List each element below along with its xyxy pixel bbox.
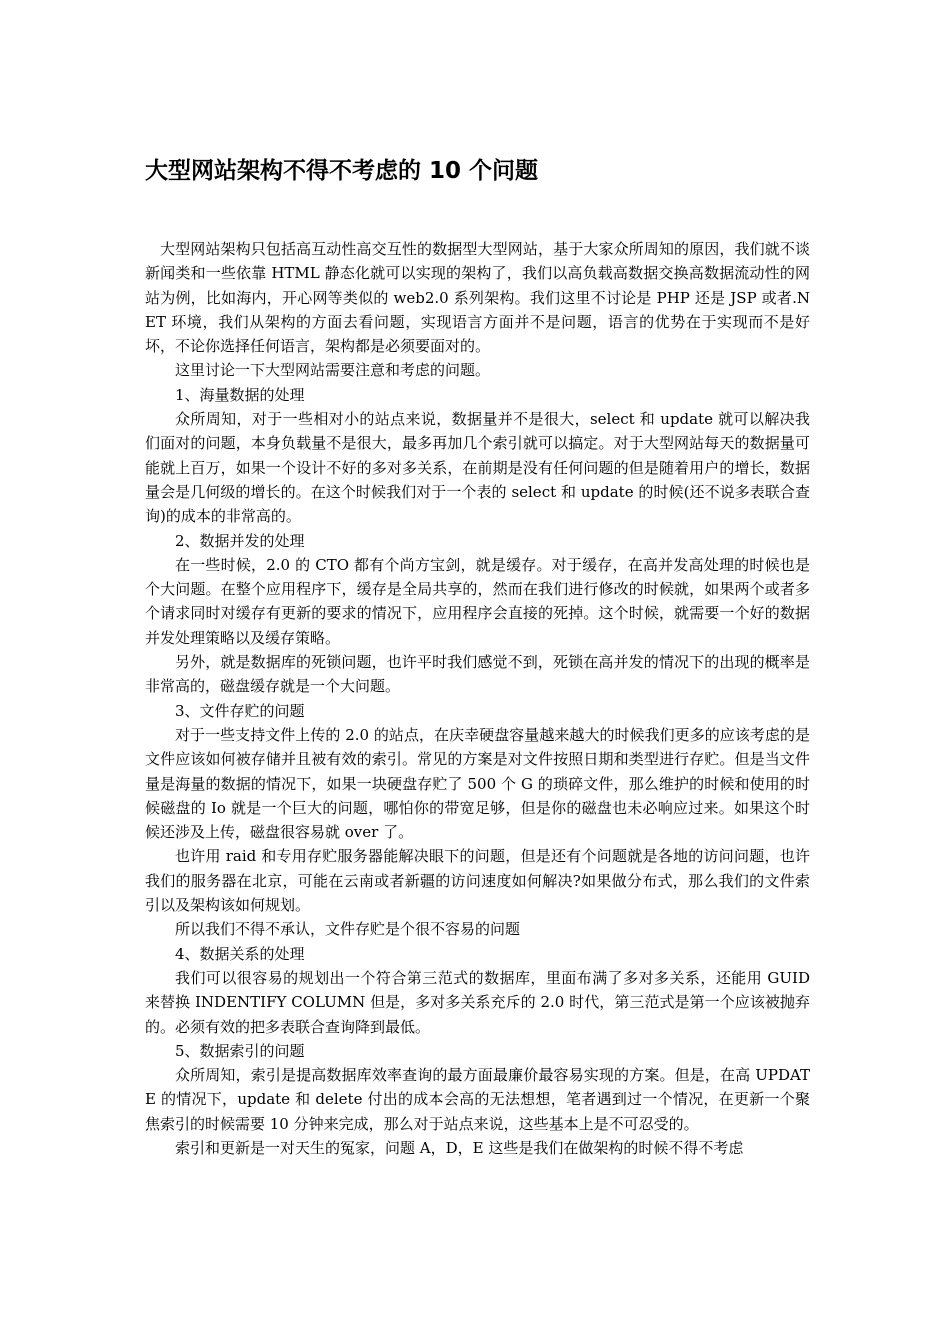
- section-heading-4: 4、数据关系的处理: [175, 944, 305, 963]
- paragraph: 我们可以很容易的规划出一个符合第三范式的数据库，里面布满了多对多关系，还能用 GUID 来替换 INDENTIFY COLUMN 但是，多对多关系充斥的 2.0 时代，第三范式是第一个应该被抛弃的。必须有效的把多表联合查询降到最低。: [145, 968, 810, 1036]
- document-title: 大型网站架构不得不考虑的 10 个问题: [145, 158, 539, 184]
- paragraph: 众所周知，索引是提高数据库效率查询的最方面最廉价最容易实现的方案。但是，在高 UPDATE 的情况下，update 和 delete 付出的成本会高的无法想想，笔者遇到过一个情况，在更新一个聚焦索引的时候需要 10 分钟来完成，那么对于站点来说，这些基本上是不可忍受的。: [145, 1066, 810, 1133]
- paragraph: 众所周知，对于一些相对小的站点来说，数据量并不是很大，select 和 update 就可以解决我们面对的问题，本身负载量不是很大，最多再加几个索引就可以搞定。对于大型网站每天的数据量可能就上百万，如果一个设计不好的多对多关系，在前期是没有任何问题的但是随着用户的增长，数据量会是几何级的增长的。在这个时候我们对于一个表的 select 和 update 的时候(还不说多表联合查询)的成本的非常高的。: [145, 410, 810, 526]
- paragraph: 索引和更新是一对天生的冤家，问题 A，D，E 这些是我们在做架构的时候不得不考虑: [175, 1138, 744, 1157]
- paragraph: 在一些时候，2.0 的 CTO 都有个尚方宝剑，就是缓存。对于缓存，在高并发高处理的时候也是个大问题。在整个应用程序下，缓存是全局共享的，然而在我们进行修改的时候就，如果两个或者多个请求同时对缓存有更新的要求的情况下，应用程序会直接的死掉。这个时候，就需要一个好的数据并发处理策略以及缓存策略。: [145, 555, 810, 647]
- paragraph-overview: 这里讨论一下大型网站需要注意和考虑的问题。: [175, 361, 491, 380]
- paragraph: 对于一些支持文件上传的 2.0 的站点，在庆幸硬盘容量越来越大的时候我们更多的应该考虑的是文件应该如何被存储并且被有效的索引。常见的方案是对文件按照日期和类型进行存贮。但是当文件量是海量的数据的情况下，如果一块硬盘存贮了 500 个 G 的琐碎文件，那么维护的时候和使用的时候磁盘的 Io 就是一个巨大的问题，哪怕你的带宽足够，但是你的磁盘也未必响应过来。如果这个时候还涉及上传，磁盘很容易就 over 了。: [145, 725, 810, 842]
- section-heading-5: 5、数据索引的问题: [175, 1041, 305, 1060]
- document-body: [145, 237, 810, 1160]
- section-heading-1: 1、海量数据的处理: [175, 385, 305, 404]
- section-heading-2: 2、数据并发的处理: [175, 531, 305, 550]
- paragraph: 所以我们不得不承认，文件存贮是个很不容易的问题: [175, 920, 521, 939]
- paragraph: 也许用 raid 和专用存贮服务器能解决眼下的问题，但是还有个问题就是各地的访问问题，也许我们的服务器在北京，可能在云南或者新疆的访问速度如何解决?如果做分布式，那么我们的文件索引以及架构该如何规划。: [145, 847, 810, 915]
- paragraph-intro: 大型网站架构只包括高互动性高交互性的数据型大型网站，基于大家众所周知的原因，我们就不谈新闻类和一些依靠 HTML 静态化就可以实现的架构了，我们以高负载高数据交换高数据流动性的网站为例，比如海内，开心网等类似的 web2.0 系列架构。我们这里不讨论是 PHP 还是 JSP 或者.NET 环境，我们从架构的方面去看问题，实现语言方面并不是问题，语言的优势在于实现而不是好坏，不论你选择任何语言，架构都是必须要面对的。: [145, 240, 810, 356]
- paragraph: 另外，就是数据库的死锁问题，也许平时我们感觉不到，死锁在高并发的情况下的出现的概率是非常高的，磁盘缓存就是一个大问题。: [145, 653, 810, 696]
- section-heading-3: 3、文件存贮的问题: [175, 701, 305, 720]
